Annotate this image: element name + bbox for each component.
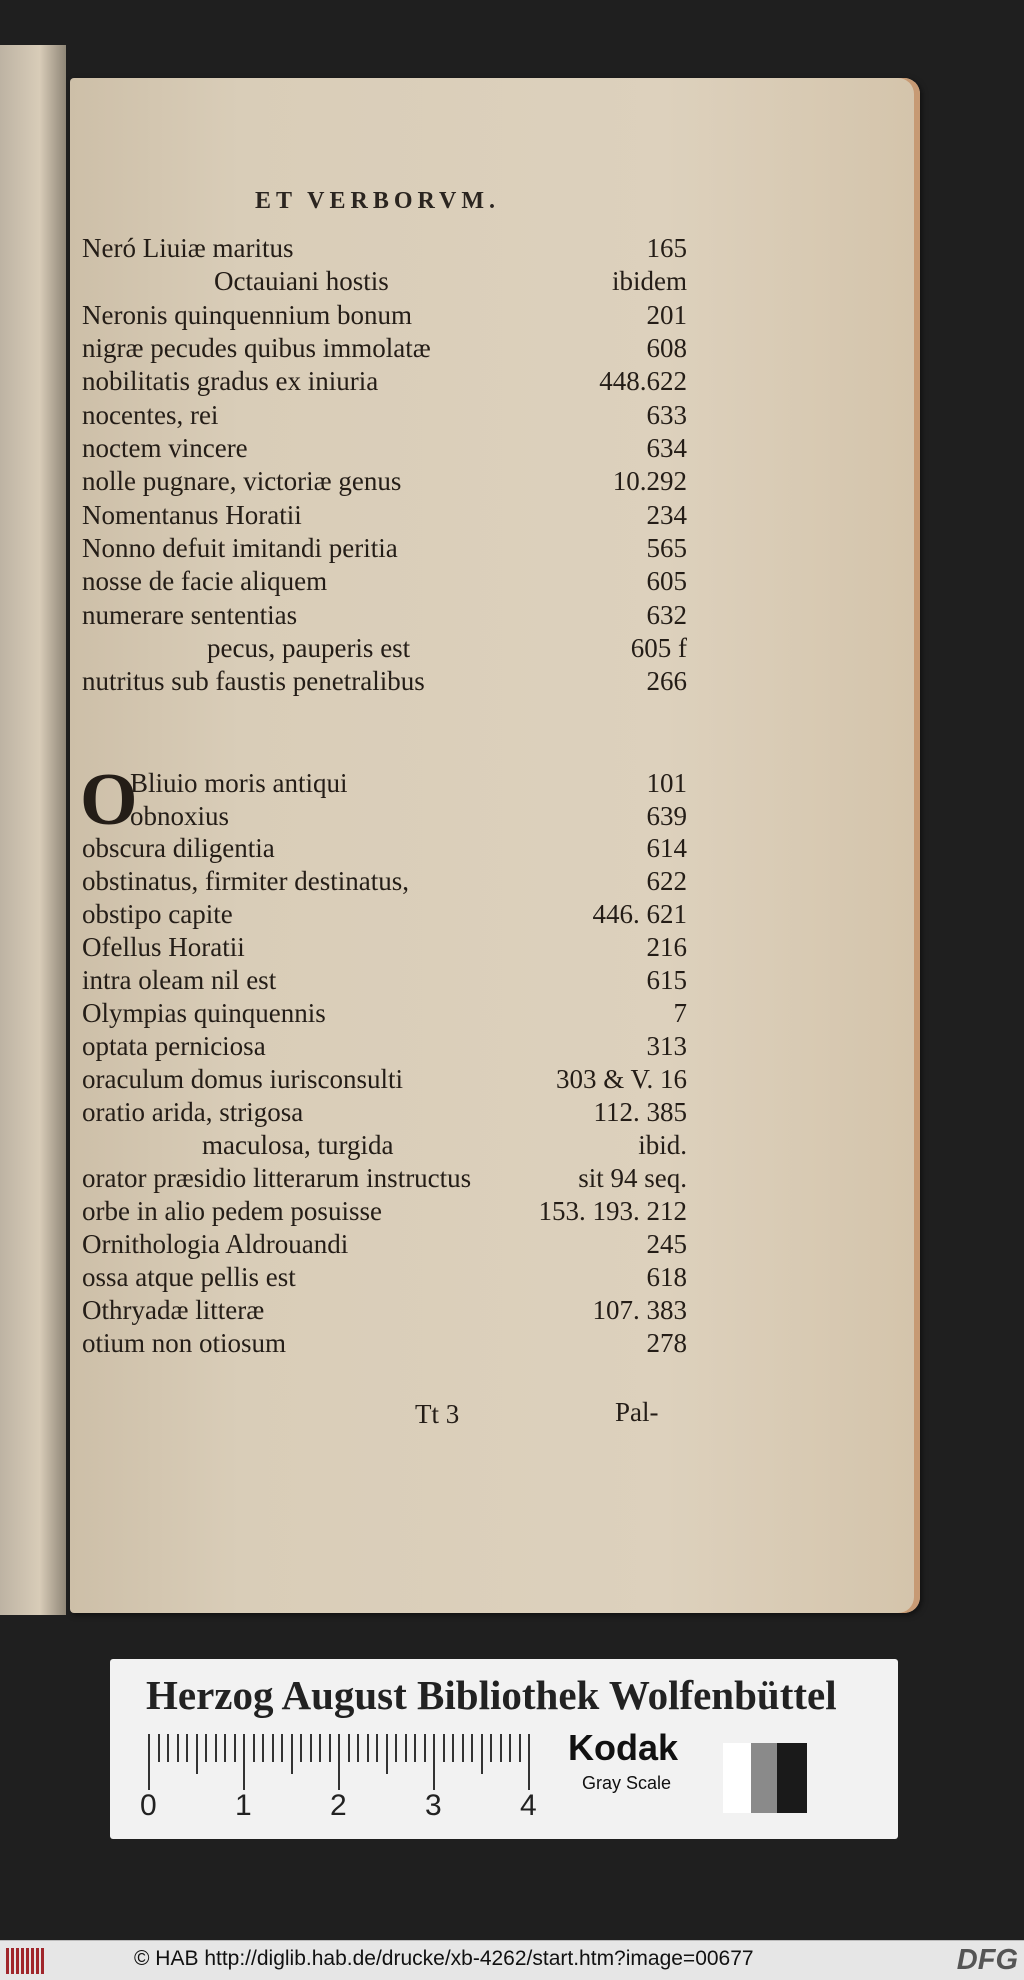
entry-page: 615 xyxy=(646,965,687,995)
hab-logo-icon xyxy=(6,1948,46,1974)
entry-term: Neronis quinquennium bonum xyxy=(82,300,412,330)
entry-term: Neró Liuiæ maritus xyxy=(82,233,294,263)
entry-term: nobilitatis gradus ex iniuria xyxy=(82,366,379,396)
entry-page: 622 xyxy=(646,866,687,896)
index-entry xyxy=(82,1062,687,1096)
index-entry xyxy=(82,364,687,398)
ruler-tick xyxy=(367,1734,369,1762)
entry-page: 112. 385 xyxy=(593,1097,687,1127)
dfg-logo: DFG xyxy=(956,1944,1018,1976)
entry-term: noctem vincere xyxy=(82,433,248,463)
ruler-tick xyxy=(338,1734,340,1790)
entry-term: intra oleam nil est xyxy=(82,965,277,995)
entry-term: maculosa, turgida xyxy=(202,1130,394,1160)
ruler-tick xyxy=(281,1734,283,1762)
ruler-tick xyxy=(376,1734,378,1762)
entry-page: 234 xyxy=(646,500,687,530)
ruler-tick xyxy=(462,1734,464,1762)
entry-page: 608 xyxy=(646,333,687,363)
entry-term: numerare sententias xyxy=(82,600,298,630)
ruler-tick xyxy=(262,1734,264,1762)
entry-page: 448.622 xyxy=(599,366,687,396)
ruler-number: 1 xyxy=(235,1789,252,1822)
entry-term: Ofellus Horatii xyxy=(82,932,245,962)
ruler-tick xyxy=(186,1734,188,1762)
ruler-tick xyxy=(224,1734,226,1762)
index-entry xyxy=(82,498,687,532)
swatch-white xyxy=(723,1743,751,1813)
entry-term: obstipo capite xyxy=(82,899,233,929)
entry-term: obnoxius xyxy=(130,801,230,831)
color-target-card xyxy=(110,1659,898,1839)
ruler-tick xyxy=(471,1734,473,1762)
index-entry xyxy=(82,1194,687,1228)
index-entry xyxy=(82,664,687,698)
ruler-tick xyxy=(196,1734,198,1774)
entry-term: Bliuio moris antiqui xyxy=(130,768,348,798)
entry-page: 153. 193. 212 xyxy=(538,1196,687,1226)
index-entry xyxy=(82,1260,687,1294)
entry-page: 201 xyxy=(646,300,687,330)
index-entry xyxy=(82,1161,687,1195)
ruler-tick xyxy=(357,1734,359,1762)
ruler-tick xyxy=(452,1734,454,1762)
entry-page: 313 xyxy=(646,1031,687,1061)
entry-page: 10.292 xyxy=(612,466,687,496)
source-url[interactable]: © HAB http://diglib.hab.de/drucke/xb-4262/start.htm?image=00677 xyxy=(134,1947,754,1970)
ruler-tick xyxy=(243,1734,245,1790)
entry-page: 614 xyxy=(646,833,687,863)
index-entry xyxy=(82,864,687,898)
entry-term: optata perniciosa xyxy=(82,1031,266,1061)
ruler-tick xyxy=(272,1734,274,1762)
ruler-tick xyxy=(167,1734,169,1762)
entry-page: 278 xyxy=(646,1328,687,1358)
ruler-tick xyxy=(490,1734,492,1762)
entry-page: ibidem xyxy=(612,266,687,296)
entry-term: oratio arida, strigosa xyxy=(82,1097,304,1127)
ruler-number: 4 xyxy=(520,1789,537,1822)
ruler-tick xyxy=(300,1734,302,1762)
index-entry xyxy=(82,1095,687,1129)
ruler-tick xyxy=(329,1734,331,1762)
index-entry xyxy=(82,1293,687,1327)
index-entry xyxy=(82,1029,687,1063)
entry-term: nocentes, rei xyxy=(82,400,219,430)
entry-page: 446. 621 xyxy=(592,899,687,929)
index-entry xyxy=(82,1227,687,1261)
index-entry xyxy=(82,930,687,964)
drop-capital: O xyxy=(80,759,138,841)
swatch-gray xyxy=(751,1743,777,1813)
ruler-tick xyxy=(443,1734,445,1762)
ruler-tick xyxy=(348,1734,350,1762)
entry-page: 216 xyxy=(646,932,687,962)
index-entry xyxy=(82,398,687,432)
entry-term: Olympias quinquennis xyxy=(82,998,326,1028)
entry-term: otium non otiosum xyxy=(82,1328,287,1358)
index-entry xyxy=(82,963,687,997)
index-entry xyxy=(82,264,687,298)
entry-term: pecus, pauperis est xyxy=(207,633,411,663)
entry-page: ibid. xyxy=(638,1130,687,1160)
entry-page: 633 xyxy=(646,400,687,430)
index-entry xyxy=(82,1326,687,1360)
viewer-footer xyxy=(0,1940,1024,1980)
index-entry xyxy=(82,631,687,665)
gray-scale-label: Gray Scale xyxy=(582,1773,672,1793)
entry-term: obstinatus, firmiter destinatus, xyxy=(82,866,409,896)
index-entry xyxy=(82,531,687,565)
entry-page: 245 xyxy=(646,1229,687,1259)
ruler-tick xyxy=(519,1734,521,1762)
index-entry xyxy=(82,799,687,833)
ruler-tick xyxy=(509,1734,511,1762)
entry-term: Octauiani hostis xyxy=(214,266,389,296)
entry-term: orator præsidio litterarum instructus xyxy=(82,1163,472,1193)
index-entry xyxy=(82,431,687,465)
ruler-tick xyxy=(386,1734,388,1774)
ruler-tick xyxy=(234,1734,236,1762)
ruler-tick xyxy=(528,1734,530,1790)
entry-term: orbe in alio pedem posuisse xyxy=(82,1196,382,1226)
ruler xyxy=(148,1734,528,1790)
index-entry xyxy=(82,996,687,1030)
ruler-tick xyxy=(424,1734,426,1762)
ruler-tick xyxy=(205,1734,207,1762)
ruler-number: 3 xyxy=(425,1789,442,1822)
entry-term: ossa atque pellis est xyxy=(82,1262,296,1292)
entry-page: 303 & V. 16 xyxy=(555,1064,687,1094)
entry-page: 639 xyxy=(646,801,687,831)
ruler-tick xyxy=(319,1734,321,1762)
entry-term: Othryadæ litteræ xyxy=(82,1295,265,1325)
catchword: Pal- xyxy=(615,1397,659,1427)
ruler-tick xyxy=(433,1734,435,1790)
swatch-black xyxy=(777,1743,807,1813)
entry-term: nutritus sub faustis penetralibus xyxy=(82,666,425,696)
entry-page: 266 xyxy=(646,666,687,696)
library-name: Herzog August Bibliothek Wolfenbüttel xyxy=(146,1672,837,1718)
ruler-tick xyxy=(414,1734,416,1762)
entry-page: 165 xyxy=(646,233,687,263)
running-head: ET VERBORVM. xyxy=(255,188,500,214)
ruler-tick xyxy=(253,1734,255,1762)
ruler-tick xyxy=(215,1734,217,1762)
entry-page: sit 94 seq. xyxy=(578,1163,687,1193)
index-entry xyxy=(82,564,687,598)
index-entry xyxy=(82,598,687,632)
ruler-tick xyxy=(405,1734,407,1762)
entry-term: obscura diligentia xyxy=(82,833,275,863)
ruler-tick xyxy=(177,1734,179,1762)
index-entry xyxy=(82,1128,687,1162)
entry-page: 632 xyxy=(646,600,687,630)
index-entry xyxy=(82,331,687,365)
index-entry xyxy=(82,766,687,800)
index-entry xyxy=(82,464,687,498)
kodak-logo: Kodak xyxy=(568,1727,679,1768)
ruler-number: 0 xyxy=(140,1789,157,1822)
entry-term: nosse de facie aliquem xyxy=(82,566,328,596)
entry-page: 618 xyxy=(646,1262,687,1292)
ruler-tick xyxy=(310,1734,312,1762)
ruler-tick xyxy=(500,1734,502,1762)
entry-term: Nomentanus Horatii xyxy=(82,500,302,530)
ruler-tick xyxy=(148,1734,150,1790)
entry-term: nigræ pecudes quibus immolatæ xyxy=(82,333,431,363)
index-entry xyxy=(82,231,687,265)
entry-term: oraculum domus iurisconsulti xyxy=(82,1064,403,1094)
entry-page: 634 xyxy=(646,433,687,463)
entry-page: 605 f xyxy=(630,633,687,663)
entry-term: Ornithologia Aldrouandi xyxy=(82,1229,349,1259)
index-entry xyxy=(82,831,687,865)
entry-page: 7 xyxy=(673,998,687,1028)
ruler-tick xyxy=(395,1734,397,1762)
entry-page: 101 xyxy=(646,768,687,798)
ruler-tick xyxy=(481,1734,483,1774)
entry-page: 107. 383 xyxy=(592,1295,687,1325)
signature-mark: Tt 3 xyxy=(415,1399,460,1429)
entry-page: 605 xyxy=(646,566,687,596)
ruler-number: 2 xyxy=(330,1789,347,1822)
entry-term: Nonno defuit imitandi peritia xyxy=(82,533,398,563)
ruler-tick xyxy=(158,1734,160,1762)
index-entry xyxy=(82,298,687,332)
previous-page-edge xyxy=(0,45,66,1615)
entry-page: 565 xyxy=(646,533,687,563)
ruler-tick xyxy=(291,1734,293,1774)
entry-term: nolle pugnare, victoriæ genus xyxy=(82,466,402,496)
index-entry xyxy=(82,897,687,931)
